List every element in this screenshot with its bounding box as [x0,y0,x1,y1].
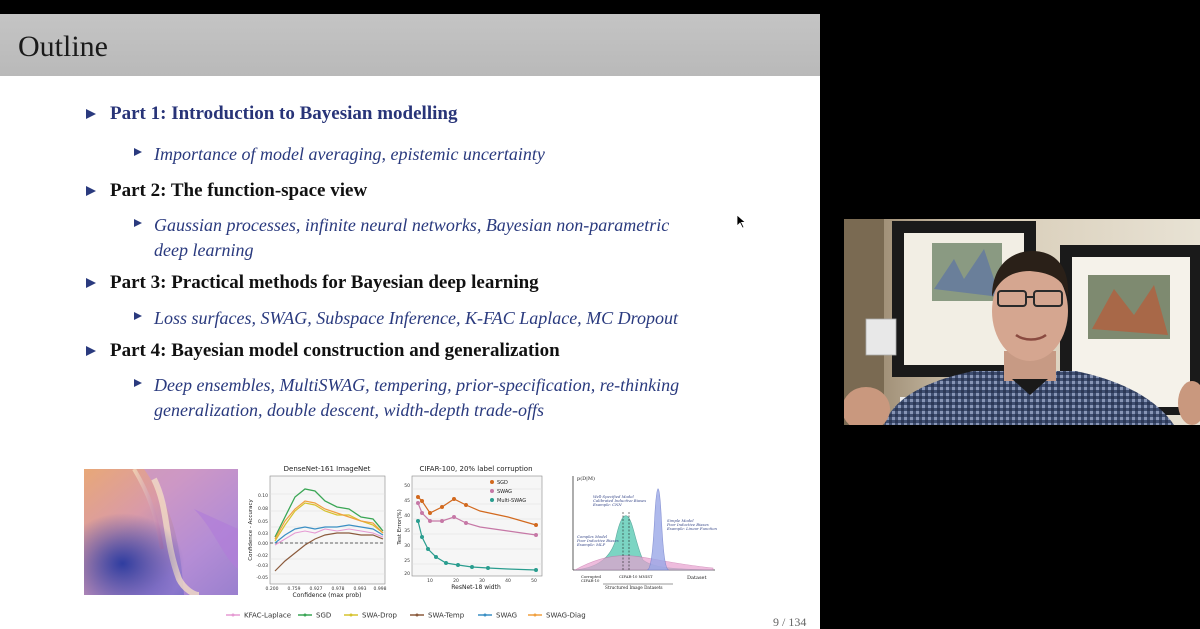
bullet-part-1 [86,103,457,125]
legend-multiswag: Multi-SWAG [497,498,527,504]
x-axis-label: ResNet-18 width [451,584,501,591]
bullet-label: Part 4: Bayesian model construction and generalization [110,340,560,361]
x-tick: 0.759 [287,587,301,592]
y-tick: 0.08 [257,507,268,512]
legend-swa-drop: SWA-Drop [362,611,397,620]
sub-bullet-text: Gaussian processes, infinite neural networks, Bayesian non-parametric [154,215,670,235]
y-tick: 35 [404,529,410,534]
sub-bullet-text: Importance of model averaging, epistemic uncertainty [154,144,545,164]
x-tick: 50 [531,579,537,584]
legend-sgd: SGD [497,480,508,486]
x-tick: 0.200 [265,587,279,592]
x-axis-label: Confidence (max prob) [292,592,362,599]
plot-area [270,476,385,584]
x-tick: 0.998 [373,587,387,592]
y-axis-label: Test Error(%) [397,509,403,545]
triangle-bullet-icon [134,148,142,156]
x-tick: 0.978 [331,587,345,592]
sub-bullet-text: Deep ensembles, MultiSWAG, tempering, prior-specification, re-thinking [154,375,680,395]
sub-bullet [134,213,669,238]
label-line: Poor Inductive Biases [667,522,709,527]
presentation-slide [0,14,820,629]
label-corrupted: Corrupted [581,574,601,579]
y-tick: 0.10 [257,494,268,499]
sub-bullet-text: deep learning [154,240,254,260]
label-cifar-mnist: CIFAR-10 MNIST [619,574,653,579]
legend-sgd: SGD [316,611,332,620]
y-tick: -0.03 [256,564,268,569]
y-axis-label: p(D|M) [577,476,595,482]
y-tick: 50 [404,484,410,489]
cifar-width-chart [396,459,548,591]
figure-legend [222,606,602,624]
legend-kfac-laplace: KFAC-Laplace [244,611,292,620]
label-line: Poor Inductive Biases [577,538,619,543]
webcam-video-feed [844,219,1200,425]
chart-title: DenseNet-161 ImageNet [283,465,371,473]
slide-page-number: 9 / 134 [773,615,807,629]
x-axis-label: Dataset [687,575,707,581]
y-tick: 0.05 [257,520,268,525]
triangle-bullet-icon [134,312,142,320]
bullet-part-4 [86,340,560,362]
sub-bullet-continuation [134,398,544,423]
x-tick: 40 [505,579,511,584]
sub-bullet-text: Loss surfaces, SWAG, Subspace Inference, K-FAC Laplace, MC Dropout [154,308,679,328]
bullet-label: Part 3: Practical methods for Bayesian deep learning [110,272,539,293]
chart-title: CIFAR-100, 20% label corruption [419,465,533,473]
label-well-specified: Well-Specified Model [593,494,634,499]
label-line: Calibrated Inductive Biases [593,498,647,503]
sub-bullet [134,306,678,331]
y-tick: 25 [404,559,410,564]
label-line: Example: Linear Function [667,526,717,531]
x-tick: 30 [479,579,485,584]
sub-bullet [134,373,679,398]
triangle-bullet-icon [86,278,96,288]
y-tick: 40 [404,514,410,519]
label-line: CIFAR-10 [581,578,600,583]
sub-bullet-text: generalization, double descent, width-depth trade-offs [154,400,544,420]
legend-swa-temp: SWA-Temp [428,611,465,620]
label-line: Example: MLP [577,542,606,547]
triangle-bullet-icon [86,346,96,356]
x-tick: 10 [427,579,433,584]
y-tick: 0.03 [257,532,268,537]
x-tick: 0.927 [309,587,323,592]
bullet-label: Part 1: Introduction to Bayesian modelling [110,103,458,124]
y-tick: 45 [404,499,410,504]
loss-surface-image [84,469,238,595]
bullet-part-2 [86,180,367,202]
legend-swag-diag: SWAG-Diag [546,611,586,620]
x-tick: 20 [453,579,459,584]
label-structured: Structured Image Datasets [605,585,663,590]
bullet-label: Part 2: The function-space view [110,180,368,201]
y-tick: -0.05 [256,576,268,581]
label-complex-model: Complex Model [577,534,608,539]
triangle-bullet-icon [86,109,96,119]
x-tick: 0.993 [353,587,367,592]
slide-title-bar [0,14,820,76]
y-tick: 0.00 [257,542,268,547]
sub-bullet [134,142,545,167]
bullet-part-3 [86,272,539,294]
y-tick: -0.02 [256,554,268,559]
label-simple-model: Simple Model [667,518,694,523]
y-axis-label: Confidence - Accuracy [248,499,254,561]
slide-title: Outline [18,30,108,63]
label-line: Example: CNN [593,502,622,507]
marginal-likelihood-diagram [563,472,723,598]
mouse-cursor-icon [736,214,748,230]
triangle-bullet-icon [86,186,96,196]
y-tick: 20 [404,572,410,577]
sub-bullet-continuation [134,238,253,263]
triangle-bullet-icon [134,219,142,227]
legend-swag: SWAG [496,611,518,620]
y-tick: 30 [404,544,410,549]
legend-swag: SWAG [497,489,513,495]
triangle-bullet-icon [134,379,142,387]
densenet-calibration-chart [245,459,395,604]
